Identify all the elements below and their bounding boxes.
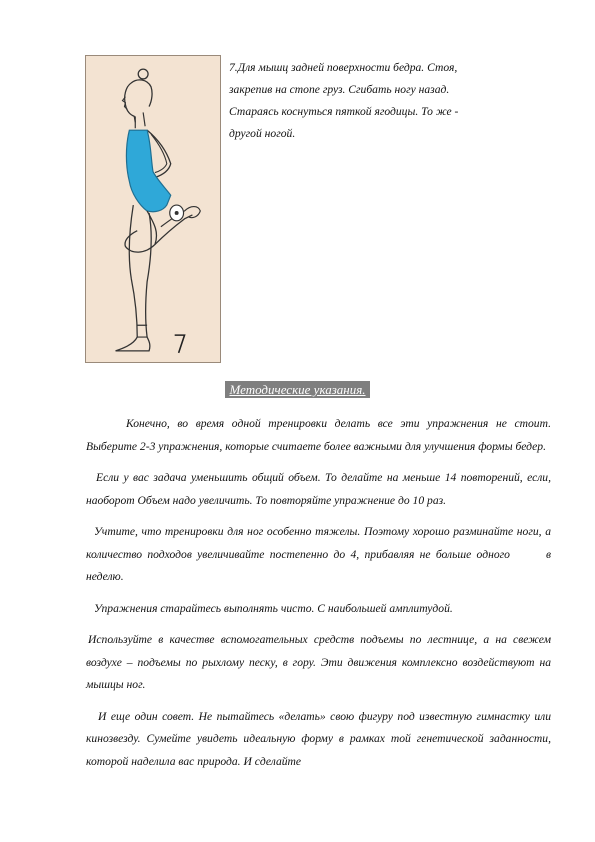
exercise-illustration (85, 55, 221, 363)
paragraph (86, 521, 551, 589)
guidelines-body (86, 413, 551, 773)
paragraph-text-tail: в неделю. (86, 547, 551, 583)
paragraph: Упражнения старайтесь выполнять чисто. С наибольшей амплитудой. (94, 601, 453, 615)
exercise-line-2: закрепив на стопе груз. Сгибать ногу назад. (229, 83, 450, 96)
exercise-line-4: другой ногой. (229, 127, 296, 140)
paragraph: Используйте в качестве вспомогательных средств подъемы по лестнице, а на свежем воздухе – подъемы по рыхлому песку, в гору. Эти движения комплексно воздействуют на мышцы ног. (86, 633, 551, 691)
woman-standing-leg-curl-drawing (86, 56, 220, 362)
exercise-line-3: Стараясь коснуться пяткой ягодицы. То же - (229, 105, 459, 118)
section-heading-container (0, 381, 595, 399)
section-heading: Методические указания. (225, 381, 369, 398)
paragraph: И еще один совет. Не пытайтесь «делать» свою фигуру под известную гимнастку или кинозвезду. Сумейте увидеть идеальную форму в рамках той генетической заданности, которой наделила вас природа. И сделайте (86, 709, 551, 768)
paragraph-text: Учтите, что тренировки для ног особенно тяжелы. Поэтому хорошо разминайте ноги, а количество подходов увеличивайте постепенно до 4, прибавляя не больше одного (86, 525, 551, 561)
paragraph: Конечно, во время одной тренировки делать все эти упражнения не стоит. Выберите 2-3 упражнения, которые считаете более важными для улучшения формы бедер. (86, 417, 551, 453)
exercise-description (229, 57, 519, 145)
exercise-line-1: 7.Для мышц задней поверхности бедра. Стоя, (229, 61, 458, 74)
paragraph: Если у вас задача уменьшить общий объем. То делайте на меньше 14 повторений, если, наоборот Объем надо увеличить. То повторяйте упражнение до 10 раз. (86, 471, 551, 507)
